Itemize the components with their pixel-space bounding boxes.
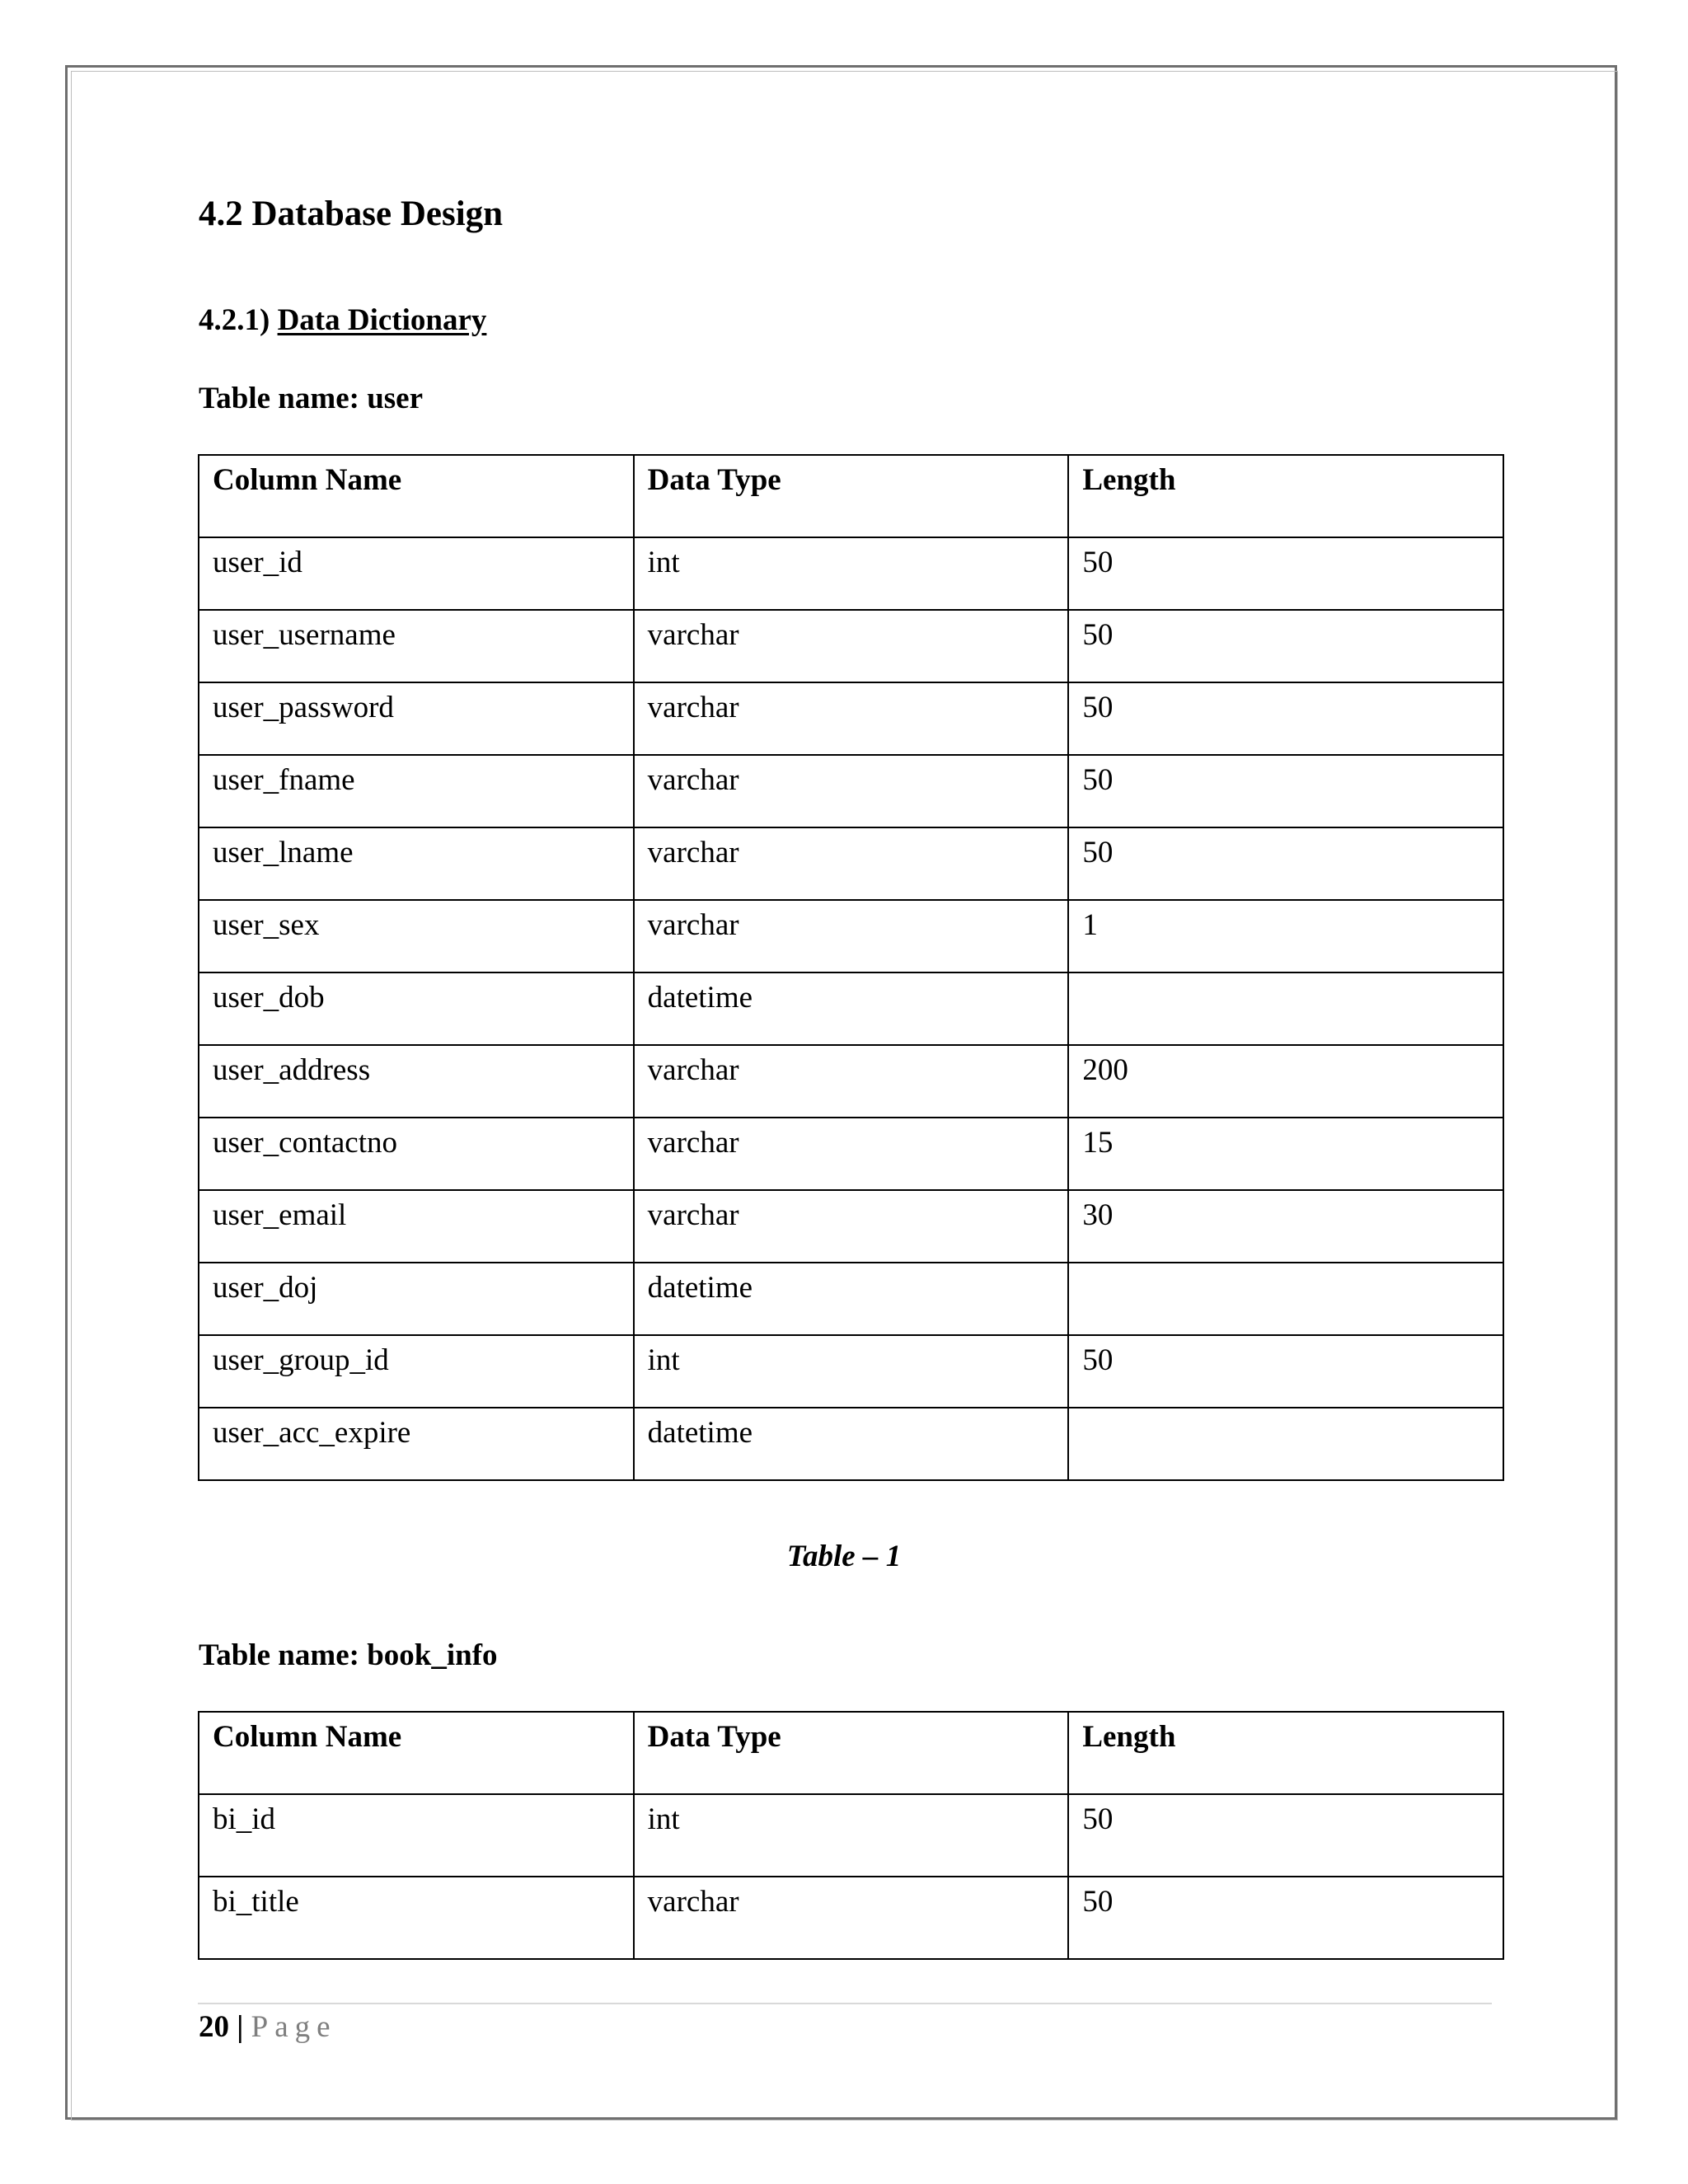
- cell-length: 50: [1068, 537, 1503, 610]
- column-header-name: Column Name: [199, 1712, 634, 1794]
- cell-length: 30: [1068, 1190, 1503, 1263]
- table-row: [199, 1794, 1503, 1877]
- cell-column-name: user_group_id: [199, 1335, 634, 1408]
- table-row: [199, 972, 1503, 1045]
- table-row: [199, 610, 1503, 682]
- table-row: [199, 900, 1503, 972]
- cell-column-name: user_sex: [199, 900, 634, 972]
- cell-data-type: varchar: [634, 610, 1069, 682]
- cell-length: 15: [1068, 1118, 1503, 1190]
- cell-column-name: user_acc_expire: [199, 1408, 634, 1480]
- table-row: [199, 1335, 1503, 1408]
- page-number: 20: [199, 2010, 229, 2044]
- cell-length: 50: [1068, 1794, 1503, 1877]
- cell-length: [1068, 1408, 1503, 1480]
- cell-length: 50: [1068, 755, 1503, 827]
- book-info-table: [198, 1711, 1504, 1960]
- cell-data-type: datetime: [634, 1408, 1069, 1480]
- cell-data-type: int: [634, 1794, 1069, 1877]
- page-footer: [199, 2012, 337, 2042]
- cell-length: 50: [1068, 1877, 1503, 1959]
- cell-length: [1068, 972, 1503, 1045]
- cell-data-type: varchar: [634, 1045, 1069, 1118]
- table-row: [199, 1408, 1503, 1480]
- table-name-book-info: Table name: book_info: [199, 1638, 498, 1672]
- table-row: [199, 755, 1503, 827]
- cell-column-name: user_address: [199, 1045, 634, 1118]
- cell-data-type: varchar: [634, 755, 1069, 827]
- cell-length: 50: [1068, 827, 1503, 900]
- cell-data-type: datetime: [634, 972, 1069, 1045]
- column-header-length: Length: [1068, 1712, 1503, 1794]
- cell-data-type: datetime: [634, 1263, 1069, 1335]
- table-header-row: [199, 1712, 1503, 1794]
- footer-rule: [198, 2003, 1492, 2004]
- cell-column-name: user_doj: [199, 1263, 634, 1335]
- table-row: [199, 1263, 1503, 1335]
- table-row: [199, 537, 1503, 610]
- cell-length: 50: [1068, 682, 1503, 755]
- cell-data-type: varchar: [634, 1118, 1069, 1190]
- cell-column-name: user_email: [199, 1190, 634, 1263]
- table-row: [199, 827, 1503, 900]
- table-row: [199, 1045, 1503, 1118]
- cell-data-type: varchar: [634, 1877, 1069, 1959]
- user-table: [198, 454, 1504, 1481]
- subsection-heading: [199, 305, 486, 335]
- cell-column-name: user_dob: [199, 972, 634, 1045]
- table-row: [199, 682, 1503, 755]
- cell-column-name: user_fname: [199, 755, 634, 827]
- cell-column-name: bi_title: [199, 1877, 634, 1959]
- table-name-user: Table name: user: [199, 382, 424, 415]
- subsection-title: Data Dictionary: [277, 303, 487, 337]
- section-heading: 4.2 Database Design: [199, 194, 504, 233]
- cell-length: [1068, 1263, 1503, 1335]
- footer-separator: |: [237, 2010, 244, 2044]
- table-row: [199, 1190, 1503, 1263]
- table-header-row: [199, 455, 1503, 537]
- table-row: [199, 1118, 1503, 1190]
- subsection-number: 4.2.1): [199, 303, 270, 337]
- column-header-length: Length: [1068, 455, 1503, 537]
- cell-data-type: varchar: [634, 827, 1069, 900]
- cell-column-name: user_password: [199, 682, 634, 755]
- cell-data-type: varchar: [634, 900, 1069, 972]
- cell-data-type: int: [634, 1335, 1069, 1408]
- column-header-type: Data Type: [634, 1712, 1069, 1794]
- cell-data-type: int: [634, 537, 1069, 610]
- cell-length: 50: [1068, 1335, 1503, 1408]
- cell-column-name: user_lname: [199, 827, 634, 900]
- table-row: [199, 1877, 1503, 1959]
- page-label: Page: [251, 2010, 337, 2044]
- cell-column-name: user_contactno: [199, 1118, 634, 1190]
- cell-column-name: user_id: [199, 537, 634, 610]
- cell-column-name: user_username: [199, 610, 634, 682]
- cell-length: 1: [1068, 900, 1503, 972]
- column-header-type: Data Type: [634, 455, 1069, 537]
- cell-data-type: varchar: [634, 1190, 1069, 1263]
- cell-length: 50: [1068, 610, 1503, 682]
- cell-column-name: bi_id: [199, 1794, 634, 1877]
- table-caption: Table – 1: [786, 1540, 902, 1573]
- column-header-name: Column Name: [199, 455, 634, 537]
- cell-length: 200: [1068, 1045, 1503, 1118]
- cell-data-type: varchar: [634, 682, 1069, 755]
